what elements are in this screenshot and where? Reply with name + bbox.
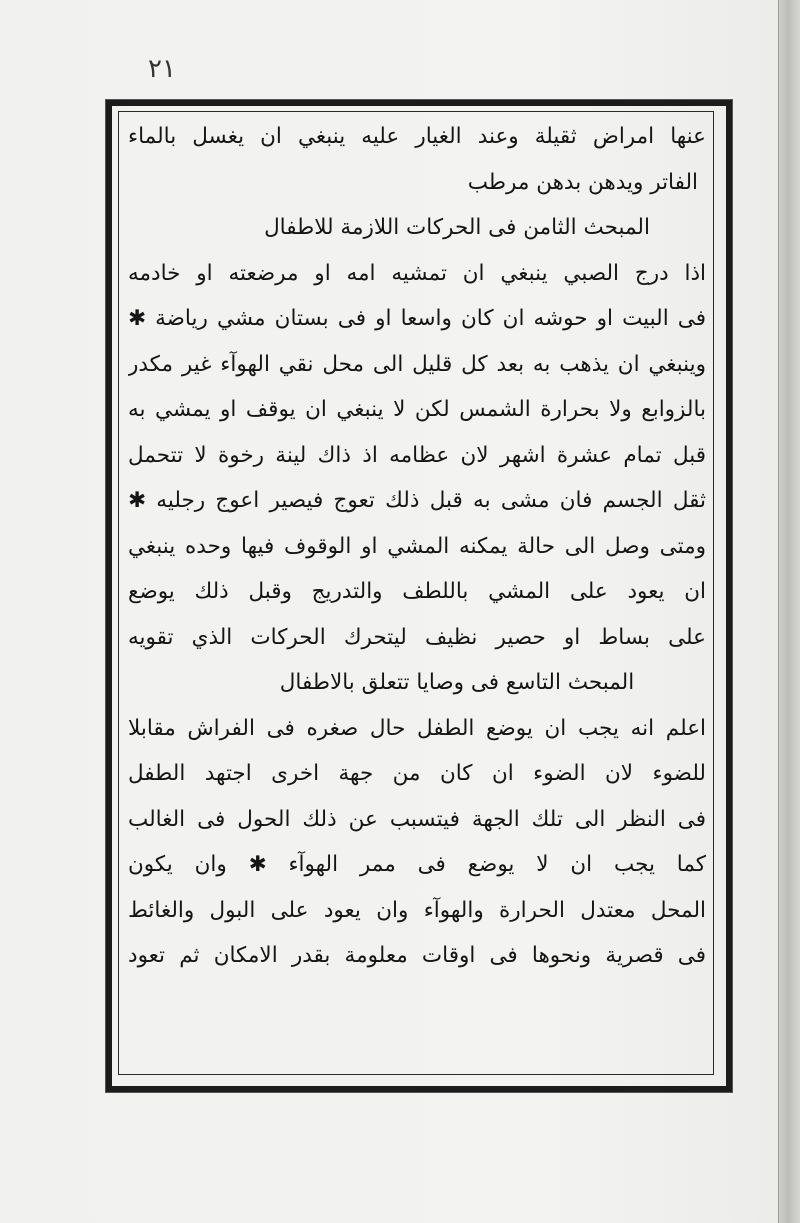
text-line: للضوء لان الضوء ان كان من جهة اخرى اجتهد الطفل	[128, 761, 706, 786]
book-spine-edge	[778, 0, 800, 1223]
text-line: على بساط او حصير نظيف ليتحرك الحركات الذي تقويه	[128, 624, 706, 650]
text-line: فى قصرية ونحوها فى اوقات معلومة بقدر الامكان ثم تعود	[128, 943, 706, 968]
text-line: الفاتر ويدهن بدهن مرطب	[467, 169, 698, 195]
section-heading: المبحث التاسع فى وصايا تتعلق بالاطفال	[279, 670, 635, 695]
text-line: وينبغي ان يذهب به بعد كل قليل الى محل نقي الهوآء غير مكدر	[128, 351, 706, 377]
text-line: قبل تمام عشرة اشهر لان عظامه اذ ذاك لينة رخوة لا تتحمل	[128, 442, 706, 468]
text-line: كما يجب ان لا يوضع فى ممر الهوآء ✱ وان يكون	[128, 852, 706, 877]
text-line: فى النظر الى تلك الجهة فيتسبب عن ذلك الحول فى الغالب	[128, 806, 706, 832]
text-line: فى البيت او حوشه ان كان واسعا او فى بستان مشي رياضة ✱	[128, 306, 706, 331]
text-line: عنها امراض ثقيلة وعند الغيار عليه ينبغي ان يغسل بالماء	[128, 124, 706, 149]
text-line: اذا درج الصبي ينبغي ان تمشيه امه او مرضعته او خادمه	[128, 260, 706, 286]
page-number: ٢١	[148, 54, 176, 84]
text-line: اعلم انه يجب ان يوضع الطفل حال صغره فى الفراش مقابلا	[128, 715, 706, 741]
section-heading: المبحث الثامن فى الحركات اللازمة للاطفال	[264, 215, 650, 240]
text-block	[128, 114, 706, 1070]
text-line: ومتى وصل الى حالة يمكنه المشي او الوقوف فيها وحده ينبغي	[128, 533, 706, 559]
text-line: المحل معتدل الحرارة والهوآء وان يعود على البول والغائط	[128, 897, 706, 923]
text-line: ان يعود على المشي باللطف والتدريج وقبل ذلك يوضع	[128, 579, 706, 604]
text-line: ثقل الجسم فان مشى به قبل ذلك تعوج فيصير اعوج رجليه ✱	[128, 488, 706, 513]
text-line: بالزوابع ولا بحرارة الشمس لكن لا ينبغي ان يوقف او يمشي به	[128, 397, 706, 422]
